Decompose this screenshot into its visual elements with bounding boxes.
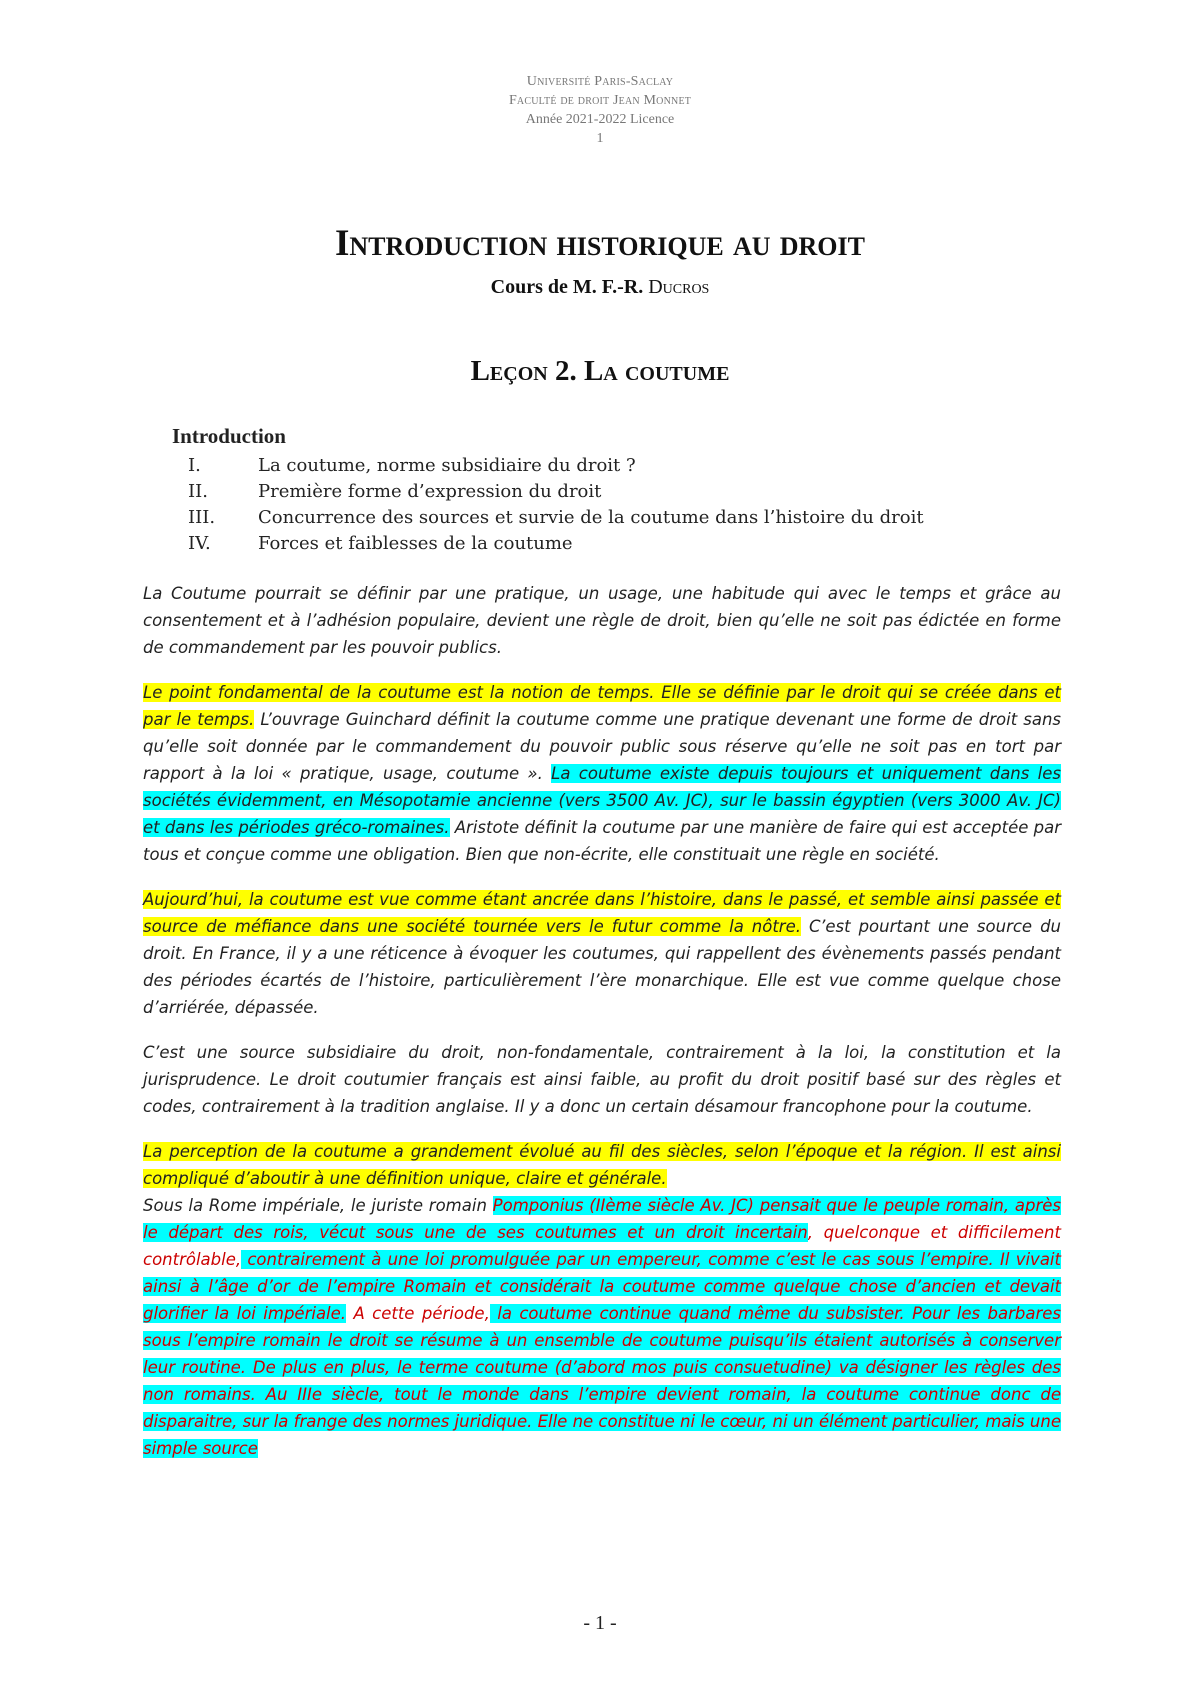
subtitle-prefix: Cours de M. F.-R. [490, 276, 649, 298]
highlight-cyan-red: la coutume continue quand même du subsister. Pour les barbares sous l’empire romain le droit se résume à un ensemble de coutume puisqu’ils étaient autorisés à conserver leur routine. De plus en plus, le terme coutume (d’abord mos puis consuetudine) va désigner les règles des non romains. [143, 1304, 1061, 1404]
paragraph-rome [143, 1192, 1061, 1462]
highlight-cyan-red: contrairement à une loi promulguée par un empereur, comme c’est le cas sous l’empire. Il vivait ainsi à l’âge d’or de l’empire Romain et considérait la coutume comme quelque chose d’ancien et devait glorifier la loi impériale. [143, 1250, 1061, 1323]
red-text: A cette période, [346, 1304, 490, 1323]
text-run: Aristote définit la coutume par une manière de faire qui est acceptée par tous et conçue comme une obligation. Bien que non-écrite, elle constituait une règle en société. [143, 818, 1061, 864]
toc-item-number: III. [188, 507, 216, 528]
page-title: Introduction historique au droit [335, 223, 865, 264]
highlight-yellow: Le point fondamental de la coutume est la notion de temps. Elle se définie par le droit qui se créée dans et par le temps. [143, 683, 1061, 729]
paragraph-time [143, 679, 1061, 868]
toc-item-label: Concurrence des sources et survie de la coutume dans l’histoire du droit [258, 507, 924, 528]
toc-item-label: La coutume, norme subsidiaire du droit ? [258, 455, 636, 476]
university-name: Université Paris-Saclay [526, 74, 674, 89]
lesson-title: Leçon 2. La coutume [470, 355, 730, 387]
document-header [0, 72, 1200, 148]
table-of-contents [172, 424, 1072, 557]
highlight-cyan: La coutume existe depuis toujours et uniquement dans les sociétés évidemment, en Mésopotamie ancienne (vers 3500 Av. JC), sur le bassin égyptien (vers 3000 Av. JC) et dans les périodes gréco-romaines. [143, 764, 1061, 837]
toc-item-number: IV. [188, 533, 211, 554]
page-number: - 1 - [583, 1612, 617, 1634]
toc-item [172, 453, 1072, 479]
paragraph-perception [143, 1138, 1061, 1192]
paragraph-subsidiary: C’est une source subsidiaire du droit, non-fondamentale, contrairement à la loi, la constitution et la jurisprudence. Le droit coutumier français est ainsi faible, au profit du droit positif basé sur des règles et codes, contrairement à la tradition anglaise. Il y a donc un certain désamour francophone pour la coutume. [143, 1043, 1061, 1116]
document-body [143, 580, 1061, 1480]
text-run: L’ouvrage Guinchard définit la coutume comme une pratique devenant une forme de droit sans qu’elle soit donnée par le commandement du pouvoir public sous réserve qu’elle ne soit pas en tort par rapport à la loi « pratique, usage, coutume ». [143, 710, 1061, 783]
course-subtitle [0, 276, 1200, 299]
toc-item [172, 505, 1072, 531]
paragraph-definition: La Coutume pourrait se définir par une pratique, un usage, une habitude qui avec le temps et grâce au consentement et à l’adhésion populaire, devient une règle de droit, bien qu’elle ne soit pas édictée en forme de commandement par les pouvoir publics. [143, 584, 1061, 657]
academic-year: Année 2021-2022 Licence [525, 112, 675, 127]
academic-level: 1 [596, 131, 604, 146]
faculty-name: Faculté de droit Jean Monnet [508, 93, 692, 108]
toc-heading: Introduction [172, 424, 286, 448]
paragraph-today [143, 886, 1061, 1021]
professor-name: Ducros [648, 276, 710, 298]
toc-item [172, 479, 1072, 505]
highlight-cyan-red: Au IIIe siècle, tout le monde dans l’empire devient romain, la coutume continue donc de disparaitre, sur la frange des normes juridique. Elle ne constitue ni le cœur, ni un élément particulier, mais une simple source [143, 1385, 1061, 1458]
toc-item-label: Forces et faiblesses de la coutume [258, 533, 573, 554]
highlight-cyan-red: Pomponius (IIème siècle Av. JC) pensait que le peuple romain, après le départ des rois, vécut sous une de ses coutumes et un droit incertain [143, 1196, 1061, 1242]
highlight-yellow: Aujourd’hui, la coutume est vue comme étant ancrée dans l’histoire, dans le passé, et semble ainsi passée et source de méfiance dans une société tournée vers le futur comme la nôtre. [143, 890, 1061, 936]
toc-item-number: I. [188, 455, 201, 476]
text-run: C’est pourtant une source du droit. En France, il y a une réticence à évoquer les coutumes, qui rappellent des évènements passés pendant des périodes écartés de l’histoire, particulièrement l’ère monarchique. Elle est vue comme quelque chose d’arriérée, dépassée. [143, 917, 1061, 1017]
highlight-yellow: La perception de la coutume a grandement évolué au fil des siècles, selon l’époque et la région. Il est ainsi compliqué d’aboutir à une définition unique, claire et générale. [143, 1142, 1061, 1188]
toc-list [172, 453, 1072, 557]
text-run: Sous la Rome impériale, le juriste romain [143, 1196, 493, 1215]
red-text: , quelconque et difficilement contrôlable, [143, 1223, 1061, 1269]
toc-item-label: Première forme d’expression du droit [258, 481, 602, 502]
toc-item-number: II. [188, 481, 208, 502]
toc-item [172, 531, 1072, 557]
